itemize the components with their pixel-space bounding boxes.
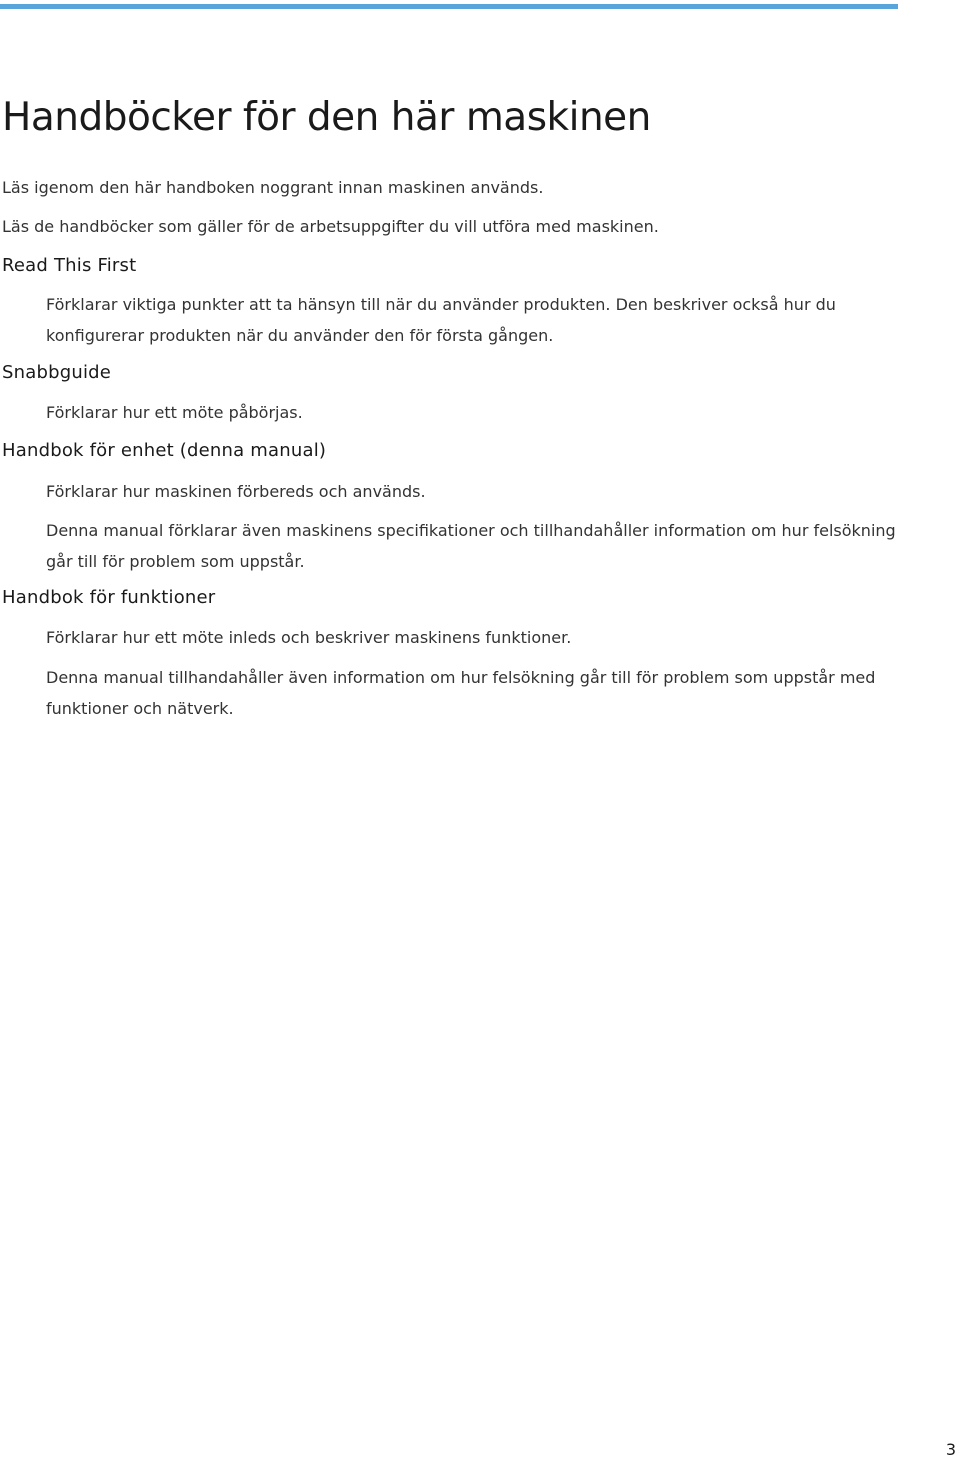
manual-description-handbok-for-enhet-1: Förklarar hur maskinen förbereds och används. (46, 482, 426, 501)
manual-description-snabbguide: Förklarar hur ett möte påbörjas. (46, 403, 303, 422)
manual-heading-handbok-for-enhet: Handbok för enhet (denna manual) (2, 440, 327, 461)
intro-line-1: Läs igenom den här handboken noggrant innan maskinen används. (2, 178, 544, 197)
manual-heading-snabbguide: Snabbguide (2, 362, 112, 383)
manual-description-read-this-first: Förklarar viktiga punkter att ta hänsyn till när du använder produkten. Den beskriver också hur du konfigurerar produkten när du använder den för första gången. (46, 295, 836, 345)
manual-description-handbok-for-enhet-2: Denna manual förklarar även maskinens specifikationer och tillhandahåller information om hur felsökning går till för problem som uppstår. (46, 521, 896, 571)
manual-description-handbok-for-funktioner-2: Denna manual tillhandahåller även information om hur felsökning går till för problem som uppstår med funktioner och nätverk. (46, 668, 876, 718)
manual-heading-handbok-for-funktioner: Handbok för funktioner (2, 587, 216, 608)
page-number: 3 (945, 1440, 956, 1459)
intro-line-2: Läs de handböcker som gäller för de arbetsuppgifter du vill utföra med maskinen. (2, 217, 659, 236)
manual-description-handbok-for-funktioner-1: Förklarar hur ett möte inleds och beskriver maskinens funktioner. (46, 628, 572, 647)
header-rule (0, 4, 898, 9)
manual-heading-read-this-first: Read This First (2, 255, 137, 276)
page-title: Handböcker för den här maskinen (2, 95, 651, 140)
